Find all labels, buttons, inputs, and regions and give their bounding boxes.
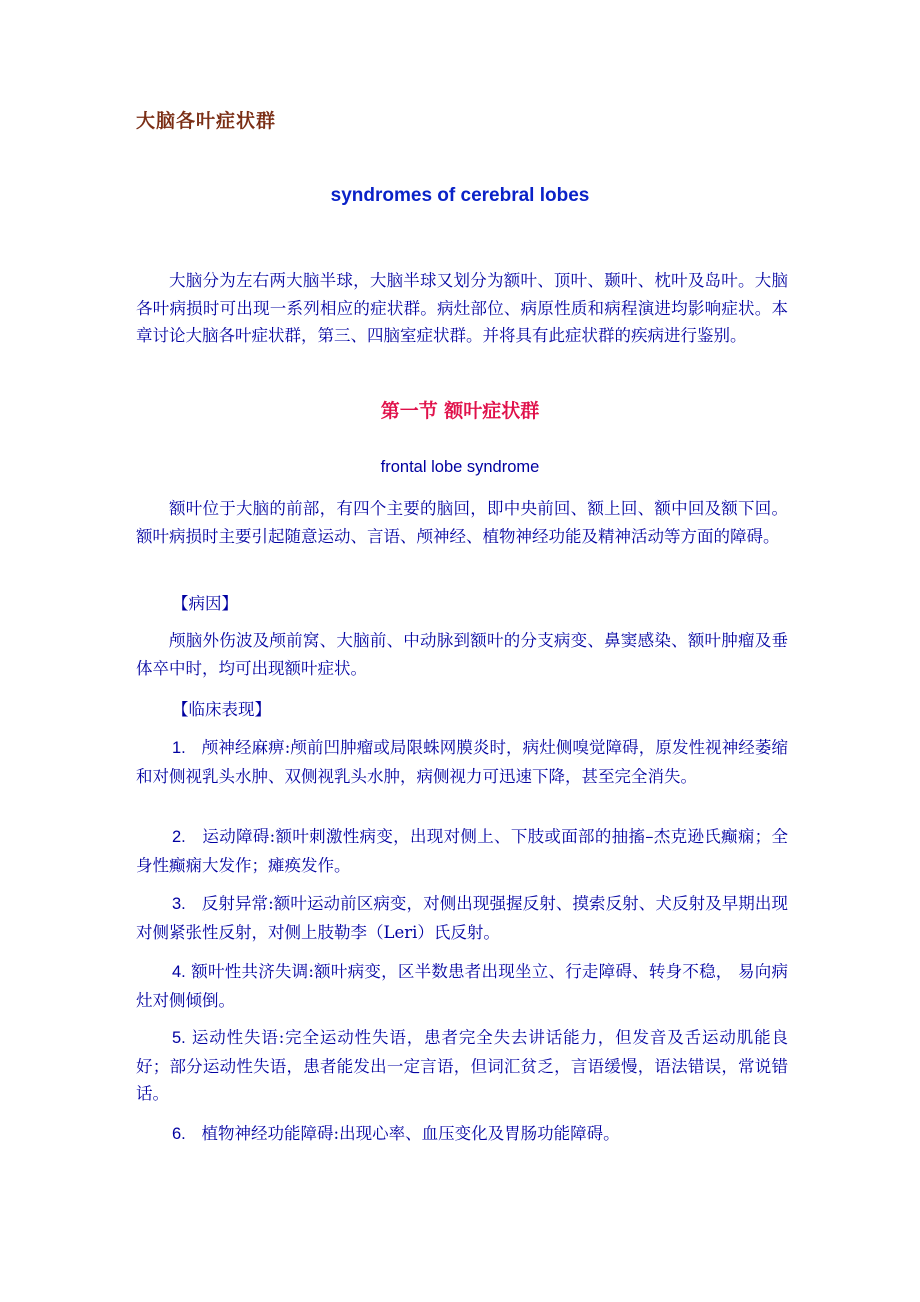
english-title: syndromes of cerebral lobes <box>330 185 590 206</box>
section-subtitle: frontal lobe syndrome <box>380 458 540 476</box>
intro-paragraph: 大脑分为左右两大脑半球，大脑半球又划分为额叶、顶叶、颞叶、枕叶及岛叶。大脑各叶病损时可出现一系列相应的症状群。病灶部位、病原性质和病程演进均影响症状。本章讨论大脑各叶症状群，第三、四脑室症状群。并将具有此症状群的疾病进行鉴别。 <box>136 271 788 345</box>
section-title: 第一节 额叶症状群 <box>380 400 540 422</box>
etiology-label: 【病因】 <box>172 594 238 613</box>
list-item: 1. 颅神经麻痹:颅前凹肿瘤或局限蛛网膜炎时，病灶侧嗅觉障碍，原发性视神经萎缩和对侧视乳头水肿、双侧视乳头水肿，病侧视力可迅速下降，甚至完全消失。 <box>136 738 788 786</box>
list-item: 5. 运动性失语:完全运动性失语，患者完全失去讲话能力，但发音及舌运动肌能良好；部分运动性失语，患者能发出一定言语，但词汇贫乏，言语缓慢，语法错误，常说错话。 <box>136 1028 789 1103</box>
clinical-label: 【临床表现】 <box>172 700 271 719</box>
etiology-paragraph: 颅脑外伤波及颅前窝、大脑前、中动脉到额叶的分支病变、鼻窦感染、额叶肿瘤及垂体卒中时，均可出现额叶症状。 <box>136 631 788 678</box>
list-item: 4. 额叶性共济失调:额叶病变，区半数患者出现坐立、行走障碍、转身不稳， 易向病灶对侧倾倒。 <box>136 962 788 1010</box>
document-title: 大脑各叶症状群 <box>136 110 277 132</box>
list-item: 3. 反射异常:额叶运动前区病变，对侧出现强握反射、摸索反射、犬反射及早期出现对侧紧张性反射，对侧上肢勒李（Leri）氏反射。 <box>136 894 788 942</box>
list-item: 6. 植物神经功能障碍:出现心率、血压变化及胃肠功能障碍。 <box>172 1124 620 1143</box>
frontal-lobe-description: 额叶位于大脑的前部，有四个主要的脑回，即中央前回、额上回、额中回及额下回。额叶病损时主要引起随意运动、言语、颅神经、植物神经功能及精神活动等方面的障碍。 <box>136 499 788 546</box>
list-item: 2. 运动障碍:额叶刺激性病变，出现对侧上、下肢或面部的抽搐–杰克逊氏癫痫；全身性癫痫大发作；瘫痪发作。 <box>136 827 788 875</box>
